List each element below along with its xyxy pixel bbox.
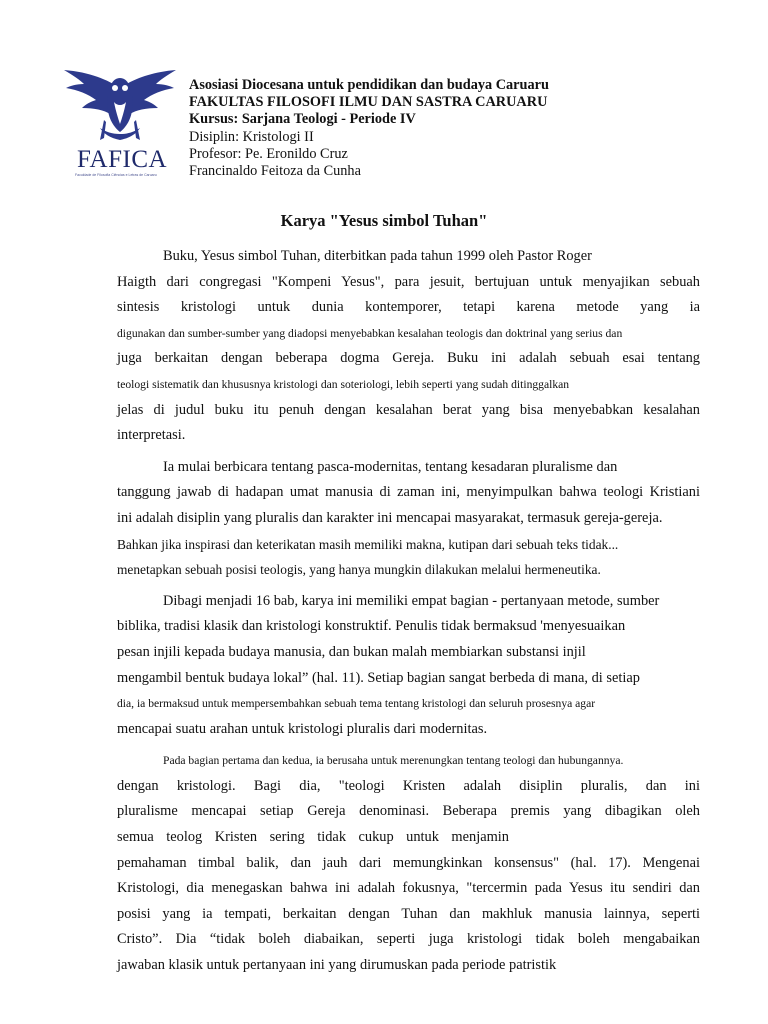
association-name: Asosiasi Diocesana untuk pendidikan dan budaya Caruaru xyxy=(189,77,549,93)
author-name: Francinaldo Feitoza da Cunha xyxy=(189,163,361,180)
text-line: mencapai suatu arahan untuk kristologi pluralis dari modernitas. xyxy=(117,720,488,737)
text-line: ini adalah disiplin yang pluralis dan karakter ini mencapai masyarakat, termasuk gereja-gereja. xyxy=(117,509,663,526)
text-line: mengambil bentuk budaya lokal” (hal. 11). Setiap bagian sangat berbeda di mana, di setiap xyxy=(117,669,640,686)
text-line: biblika, tradisi klasik dan kristologi konstruktif. Penulis tidak bermaksud 'menyesuaikan xyxy=(117,618,626,635)
text-line: jawaban klasik untuk pertanyaan ini yang dirumuskan pada periode patristik xyxy=(117,957,557,974)
logo-wordmark: FAFICA xyxy=(77,146,168,173)
course-name: Kursus: Sarjana Teologi - Periode IV xyxy=(189,111,416,128)
text-line: pemahaman timbal balik, dan jauh dari memungkinkan konsensus" (hal. 17). Mengenai xyxy=(117,854,700,871)
text-line: Cristo”. Dia “tidak boleh diabaikan, seperti juga kristologi tidak boleh mengabaikan xyxy=(117,931,700,948)
text-line: jelas di judul buku itu penuh dengan kesalahan berat yang bisa menyebabkan kesalahan xyxy=(117,401,700,418)
paragraph-1 xyxy=(117,244,700,449)
text-line: juga berkaitan dengan beberapa dogma Gereja. Buku ini adalah sebuah esai tentang xyxy=(117,350,700,367)
fafica-logo xyxy=(60,66,180,181)
text-line: interpretasi. xyxy=(117,427,186,444)
institution-info xyxy=(189,77,549,180)
faculty-name: FAKULTAS FILOSOFI ILMU DAN SASTRA CARUARU xyxy=(189,94,548,111)
owl-emblem-icon xyxy=(60,66,180,146)
text-line: digunakan dan sumber-sumber yang diadopsi menyebabkan kesalahan teologis dan doktrinal yang serius dan xyxy=(117,326,623,340)
text-line: Dibagi menjadi 16 bab, karya ini memiliki empat bagian - pertanyaan metode, sumber xyxy=(163,592,660,609)
text-line: teologi sistematik dan khususnya kristologi dan soteriologi, lebih seperti yang sudah ditinggalkan xyxy=(117,377,570,391)
text-line: tanggung jawab di hadapan umat manusia di zaman ini, menyimpulkan bahwa teologi Kristiani xyxy=(117,484,700,501)
text-line: Buku, Yesus simbol Tuhan, diterbitkan pada tahun 1999 oleh Pastor Roger xyxy=(163,248,592,264)
paragraph-3 xyxy=(117,589,700,743)
text-line: dia, ia bermaksud untuk mempersembahkan sebuah tema tentang kristologi dan seluruh prosesnya agar xyxy=(117,697,596,711)
document-header xyxy=(60,66,720,186)
text-line: menetapkan sebuah posisi teologis, yang hanya mungkin dilakukan melalui hermeneutika. xyxy=(117,562,601,578)
discipline: Disiplin: Kristologi II xyxy=(189,128,314,145)
text-line: dengan kristologi. Bagi dia, "teologi Kristen adalah disiplin pluralis, dan ini xyxy=(117,777,700,794)
text-line: Haigth dari congregasi "Kompeni Yesus", para jesuit, bertujuan untuk menyajikan sebuah xyxy=(117,273,700,290)
text-line: Bahkan jika inspirasi dan keterikatan masih memiliki makna, kutipan dari sebuah teks tidak... xyxy=(117,536,619,552)
text-line: Kristologi, dia menegaskan bahwa ini adalah fokusnya, "tercermin pada Yesus itu sendiri dan xyxy=(117,880,700,897)
text-line: semua teolog Kristen sering tidak cukup untuk menjamin xyxy=(117,829,509,846)
paragraph-4 xyxy=(117,748,700,978)
text-line: posisi yang ia tempati, berkaitan dengan Tuhan dan makhluk manusia lainnya, seperti xyxy=(117,905,700,922)
paragraph-2 xyxy=(117,455,700,583)
text-line: sintesis kristologi untuk dunia kontemporer, tetapi karena metode yang ia xyxy=(117,299,700,316)
document-body xyxy=(117,244,700,979)
logo-subtitle: Faculdade de Filosofia Ciências e Letras de Caruaru xyxy=(75,173,157,177)
professor: Profesor: Pe. Eronildo Cruz xyxy=(189,145,348,162)
text-line: pesan injili kepada budaya manusia, dan bukan malah membiarkan substansi injil xyxy=(117,643,586,660)
text-line: pluralisme mencapai setiap Gereja denominasi. Beberapa premis yang dibagikan oleh xyxy=(117,803,700,820)
document-title: Karya "Yesus simbol Tuhan" xyxy=(280,211,488,230)
text-line: Ia mulai berbicara tentang pasca-modernitas, tentang kesadaran pluralisme dan xyxy=(163,458,618,475)
text-line: Pada bagian pertama dan kedua, ia berusaha untuk merenungkan tentang teologi dan hubungannya. xyxy=(163,754,624,768)
